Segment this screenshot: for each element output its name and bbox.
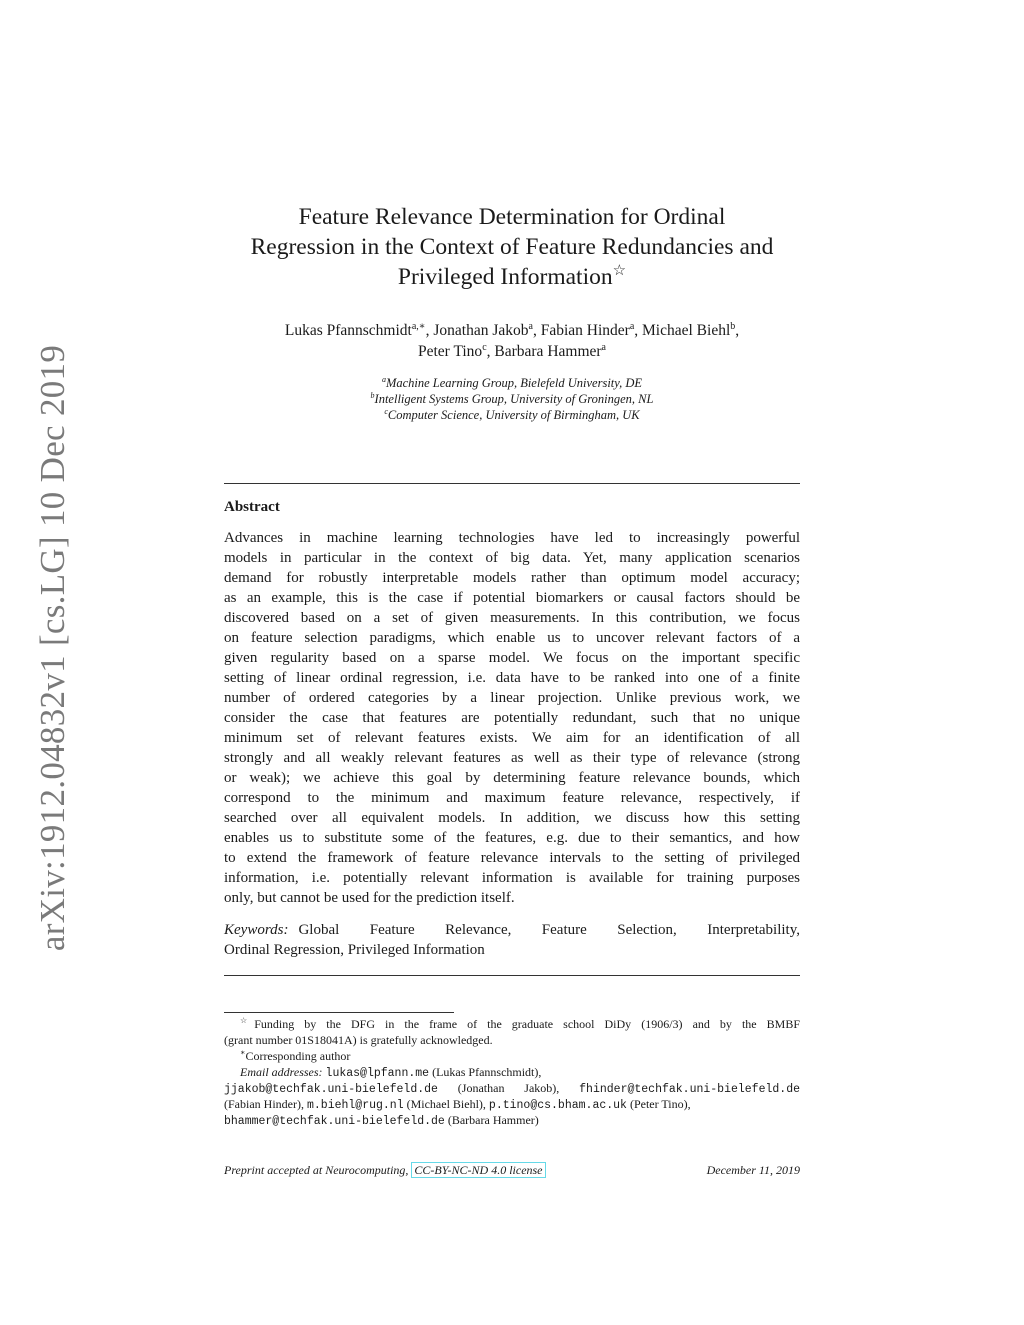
abstract-line: number of ordered categories by a linear projection. Unlike previous work, we — [224, 690, 800, 706]
author-line-2 — [200, 341, 824, 362]
affiliation-list — [200, 375, 824, 423]
abstract-line: Advances in machine learning technologies have led to increasingly powerful — [224, 530, 800, 546]
abstract-line: discovered based on a set of given measurements. In this contribution, we focus — [224, 610, 800, 626]
author-separator: , — [735, 322, 740, 339]
corresponding-mark: ∗ — [240, 1048, 246, 1057]
abstract-heading: Abstract — [224, 499, 280, 515]
funding-star: ☆ — [240, 1016, 255, 1025]
email-owner: (Michael Biehl), — [403, 1097, 489, 1111]
abstract-body — [224, 528, 800, 908]
author-separator: , — [634, 322, 643, 339]
keywords-line-2: Ordinal Regression, Privileged Information — [224, 942, 485, 958]
license-link[interactable]: CC-BY-NC-ND 4.0 license — [411, 1162, 545, 1178]
title-line-3-text: Privileged Information — [397, 264, 613, 290]
author-separator: , — [425, 322, 434, 339]
email-address[interactable]: p.tino@cs.bham.ac.uk — [488, 1099, 627, 1112]
abstract-line: strongly and all weakly relevant features as well as their type of relevance (strong — [224, 750, 800, 766]
email-line-3 — [224, 1096, 800, 1112]
preprint-text: Preprint accepted at Neurocomputing, — [224, 1163, 409, 1177]
paper-title — [200, 202, 824, 292]
abstract-line: models in particular in the context of big data. Yet, many application scenarios — [224, 550, 800, 566]
author-list — [200, 320, 824, 362]
author-name: Jonathan Jakob — [433, 322, 529, 339]
funding-footnote-line-2: (grant number 01S18041A) is gratefully acknowledged. — [224, 1033, 493, 1047]
abstract-line: to extend the framework of feature relevance intervals to the setting of privileged — [224, 850, 800, 866]
affiliation-text: Computer Science, University of Birmingham, UK — [387, 408, 640, 422]
author-affiliation-mark: c — [482, 341, 487, 353]
title-line-2: Regression in the Context of Feature Redundancies and — [250, 234, 774, 260]
email-line-4 — [224, 1112, 800, 1128]
abstract-line: on feature selection paradigms, which enable us to uncover relevant factors of a — [224, 630, 800, 646]
keywords-text-1: Global Feature Relevance, Feature Selection, Interpretability, — [298, 922, 800, 938]
affiliation-mark: a — [381, 374, 386, 384]
email-line-1 — [224, 1064, 800, 1080]
email-label: Email addresses: — [240, 1065, 323, 1079]
keywords-block — [224, 920, 800, 960]
footnotes — [224, 1016, 800, 1128]
title-line-3 — [200, 262, 824, 292]
keywords-line-1 — [224, 920, 800, 940]
affiliation-item — [200, 391, 824, 407]
footnote-divider — [224, 1012, 454, 1013]
affiliation-item — [200, 407, 824, 423]
abstract-line: consider the case that features are potentially redundant, such that no unique — [224, 710, 800, 726]
affiliation-text: Machine Learning Group, Bielefeld University, DE — [385, 376, 643, 390]
author-name: Barbara Hammer — [494, 343, 602, 360]
abstract-line: given regularity based on a sparse model. We focus on the important specific — [224, 650, 800, 666]
abstract-line: as an example, this is the case if potential biomarkers or causal factors should be — [224, 590, 800, 606]
author-separator: , — [486, 343, 495, 360]
footer-date: December 11, 2019 — [706, 1163, 800, 1177]
author-affiliation-mark: a — [601, 341, 606, 353]
author-name: Michael Biehl — [642, 322, 731, 339]
author-affiliation-mark: b — [730, 320, 736, 332]
preprint-note — [224, 1163, 546, 1178]
author-name: Fabian Hinder — [540, 322, 630, 339]
email-address[interactable]: jjakob@techfak.uni-bielefeld.de — [224, 1083, 438, 1096]
abstract-line: information, i.e. potentially relevant information is available for training purposes — [224, 870, 800, 886]
affiliation-item — [200, 375, 824, 391]
abstract-bottom-divider — [224, 975, 800, 976]
email-address[interactable]: lukas@lpfann.me — [325, 1067, 430, 1080]
abstract-line: setting of linear ordinal regression, i.e. data have to be ranked into one of a finite — [224, 670, 800, 686]
abstract-line: enables us to substitute some of the features, e.g. due to their semantics, and how — [224, 830, 800, 846]
title-footnote-star: ☆ — [612, 263, 627, 280]
corresponding-author-note — [224, 1048, 800, 1064]
author-name: Peter Tino — [418, 343, 483, 360]
funding-footnote-line-1 — [224, 1016, 800, 1032]
email-owner: (Peter Tino), — [626, 1097, 691, 1111]
email-address[interactable]: fhinder@techfak.uni-bielefeld.de — [579, 1083, 800, 1096]
abstract-top-divider — [224, 483, 800, 484]
affiliation-mark: c — [384, 406, 388, 416]
email-line-2 — [224, 1080, 800, 1096]
title-line-1: Feature Relevance Determination for Ordinal — [298, 204, 726, 230]
author-affiliation-mark: a — [629, 320, 635, 332]
author-affiliation-mark: a — [528, 320, 533, 332]
email-owner: (Fabian Hinder), — [224, 1097, 307, 1111]
affiliation-mark: b — [370, 390, 375, 400]
page-footer — [224, 1163, 800, 1178]
email-owner: (Jonathan Jakob), — [437, 1081, 580, 1095]
corresponding-text: Corresponding author — [245, 1049, 351, 1063]
email-owner: (Lukas Pfannschmidt), — [429, 1065, 542, 1079]
abstract-line: or weak); we achieve this goal by determining feature relevance bounds, which — [224, 770, 800, 786]
abstract-line: minimum set of relevant features exists. We aim for an identification of all — [224, 730, 800, 746]
keywords-label: Keywords: — [224, 922, 289, 938]
author-line-1 — [200, 320, 824, 341]
author-affiliation-mark: a,∗ — [411, 320, 426, 332]
abstract-line: correspond to the minimum and maximum feature relevance, respectively, if — [224, 790, 800, 806]
abstract-line: demand for robustly interpretable models rather than optimum model accuracy; — [224, 570, 800, 586]
affiliation-text: Intelligent Systems Group, University of Groningen, NL — [374, 392, 654, 406]
arxiv-identifier-stamp: arXiv:1912.04832v1 [cs.LG] 10 Dec 2019 — [33, 344, 72, 952]
email-owner: (Barbara Hammer) — [444, 1113, 539, 1127]
abstract-line: only, but cannot be used for the prediction itself. — [224, 890, 515, 906]
abstract-line: searched over all equivalent models. In addition, we discuss how this setting — [224, 810, 800, 826]
author-separator: , — [532, 322, 541, 339]
email-address[interactable]: m.biehl@rug.nl — [306, 1099, 404, 1112]
funding-text-1: Funding by the DFG in the frame of the graduate school DiDy (1906/3) and by the BMBF — [254, 1017, 801, 1031]
author-name: Lukas Pfannschmidt — [284, 322, 412, 339]
email-address[interactable]: bhammer@techfak.uni-bielefeld.de — [224, 1115, 445, 1128]
